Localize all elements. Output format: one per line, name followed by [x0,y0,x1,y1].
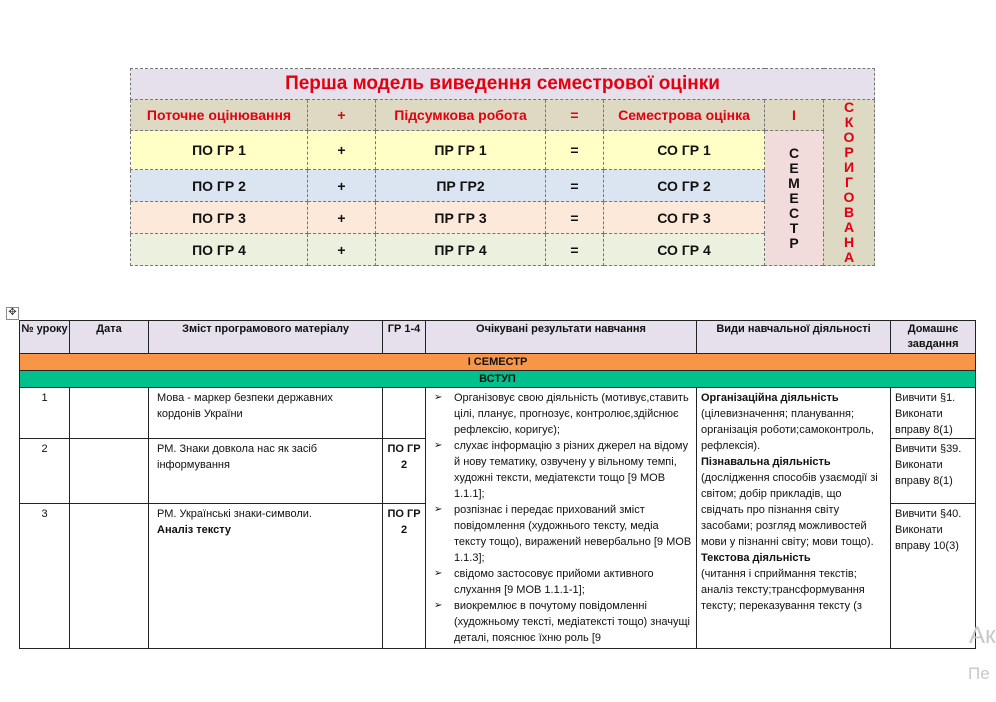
model-cell: СО ГР 2 [604,170,765,202]
model-header-cell: Семестрова оцінка [604,100,765,131]
section-label: ВСТУП [20,371,976,388]
model-cell: ПО ГР 1 [131,131,308,170]
model-header-cell: + [308,100,376,131]
model-cell: СО ГР 4 [604,234,765,266]
model-cell: = [546,170,604,202]
activity-heading: Організаційна діяльність [701,392,839,404]
header-gr: ГР 1-4 [383,321,426,354]
list-item: ➢ виокремлює в почутому повідомленні (художньому тексті, медіатексті тощо) значущі деталі, пояснює їхню роль [9 [434,600,690,644]
table-row [20,388,976,439]
model-cell: ПР ГР 3 [376,202,546,234]
lesson-topic-cell [149,504,383,649]
model-cell: ПО ГР 2 [131,170,308,202]
activity-text: (читання і сприймання текстів; аналіз тексту;трансформування тексту; переказування тексту (з [701,568,865,612]
model-cell: = [546,202,604,234]
semester-vertical-label: С Е М Е С Т Р [765,131,824,266]
model-row [131,131,875,170]
model-header-cell: = [546,100,604,131]
arrow-bullet-icon: ➢ [434,440,443,451]
plan-header-row [20,321,976,354]
header-activities: Види навчальної діяльності [697,321,891,354]
model-header-cell: Поточне оцінювання [131,100,308,131]
lesson-gr: ПО ГР 2 [383,439,426,504]
semester-label: І СЕМЕСТР [20,354,976,371]
lesson-plan-table [19,320,976,649]
header-date: Дата [70,321,149,354]
model-cell: СО ГР 3 [604,202,765,234]
model-cell: СО ГР 1 [604,131,765,170]
watermark-line-2: Пе [968,664,990,683]
list-item: ➢ Організовує свою діяльність (мотивує,ставить цілі, планує, прогнозує, контролює,здійснює рефлексію, коригує); [434,392,689,436]
model-header-cell: Підсумкова робота [376,100,546,131]
lesson-gr [383,388,426,439]
lesson-topic: Мова - маркер безпеки державних кордонів України [149,388,383,439]
arrow-bullet-icon: ➢ [434,600,443,611]
lesson-date[interactable] [70,439,149,504]
model-cell: ПР ГР2 [376,170,546,202]
model-title: Перша модель виведення семестрової оцінки [131,69,875,100]
model-cell: + [308,202,376,234]
activity-heading: Текстова діяльність [701,552,811,564]
arrow-bullet-icon: ➢ [434,504,443,515]
lesson-number: 2 [20,439,70,504]
header-results: Очікувані результати навчання [426,321,697,354]
model-row [131,202,875,234]
model-cell: + [308,170,376,202]
move-handle-icon[interactable]: ✥ [6,307,19,320]
model-cell: + [308,234,376,266]
header-content: Зміст програмового матеріалу [149,321,383,354]
model-cell: ПР ГР 4 [376,234,546,266]
lesson-topic: РМ. Українські знаки-символи. [157,508,312,520]
results-cell [426,388,697,649]
lesson-number: 3 [20,504,70,649]
section-row [20,371,976,388]
model-cell: ПР ГР 1 [376,131,546,170]
semester-row [20,354,976,371]
lesson-homework: Вивчити §1. Виконати вправу 8(1) [891,388,976,439]
lesson-gr: ПО ГР 2 [383,504,426,649]
list-item: ➢ розпізнає і передає прихований зміст повідомлення (художнього тексту, медіа тексту тощо), виражений невербально [9 МОВ 1.1.3]; [434,504,692,564]
model-header-row [131,100,875,131]
list-item: ➢ свідомо застосовує прийоми активного слухання [9 МОВ 1.1.1-1]; [434,568,654,596]
arrow-bullet-icon: ➢ [434,392,443,403]
model-header-roman: І [765,100,824,131]
model-cell: + [308,131,376,170]
header-homework: Домашнє завдання [891,321,976,354]
list-item: ➢ слухає інформацію з різних джерел на відому й нову тематику, озвучену у вільному темпі, художні тексти, медіатексти тощо [9 МОВ 1.1.1]; [434,440,689,500]
lesson-homework: Вивчити §39. Виконати вправу 8(1) [891,439,976,504]
model-cell: = [546,131,604,170]
lesson-homework: Вивчити §40. Виконати вправу 10(3) [891,504,976,649]
activity-heading: Пізнавальна діяльність [701,456,831,468]
lesson-topic-bold: Аналіз тексту [157,524,232,536]
model-cell: = [546,234,604,266]
model-row [131,170,875,202]
lesson-number: 1 [20,388,70,439]
lesson-date[interactable] [70,504,149,649]
activities-cell [697,388,891,649]
header-lesson-number: № уроку [20,321,70,354]
activity-text: (дослідження способів узаємодії зі світом; добір прикладів, що свідчать про пізнання світу засобами; розгляд можливостей мови у пізнанні світу; мови тощо). [701,472,878,548]
lesson-topic: РМ. Знаки довкола нас як засіб інформування [149,439,383,504]
corrected-vertical-label: С К О Р И Г О В А Н А [824,100,875,266]
model-cell: ПО ГР 4 [131,234,308,266]
model-table [130,68,875,266]
activity-text: (цілевизначення; планування; організація роботи;самоконтроль, рефлексія). [701,408,874,452]
arrow-bullet-icon: ➢ [434,568,443,579]
model-row [131,234,875,266]
lesson-date[interactable] [70,388,149,439]
model-cell: ПО ГР 3 [131,202,308,234]
watermark-line-1: Ак [969,622,996,649]
